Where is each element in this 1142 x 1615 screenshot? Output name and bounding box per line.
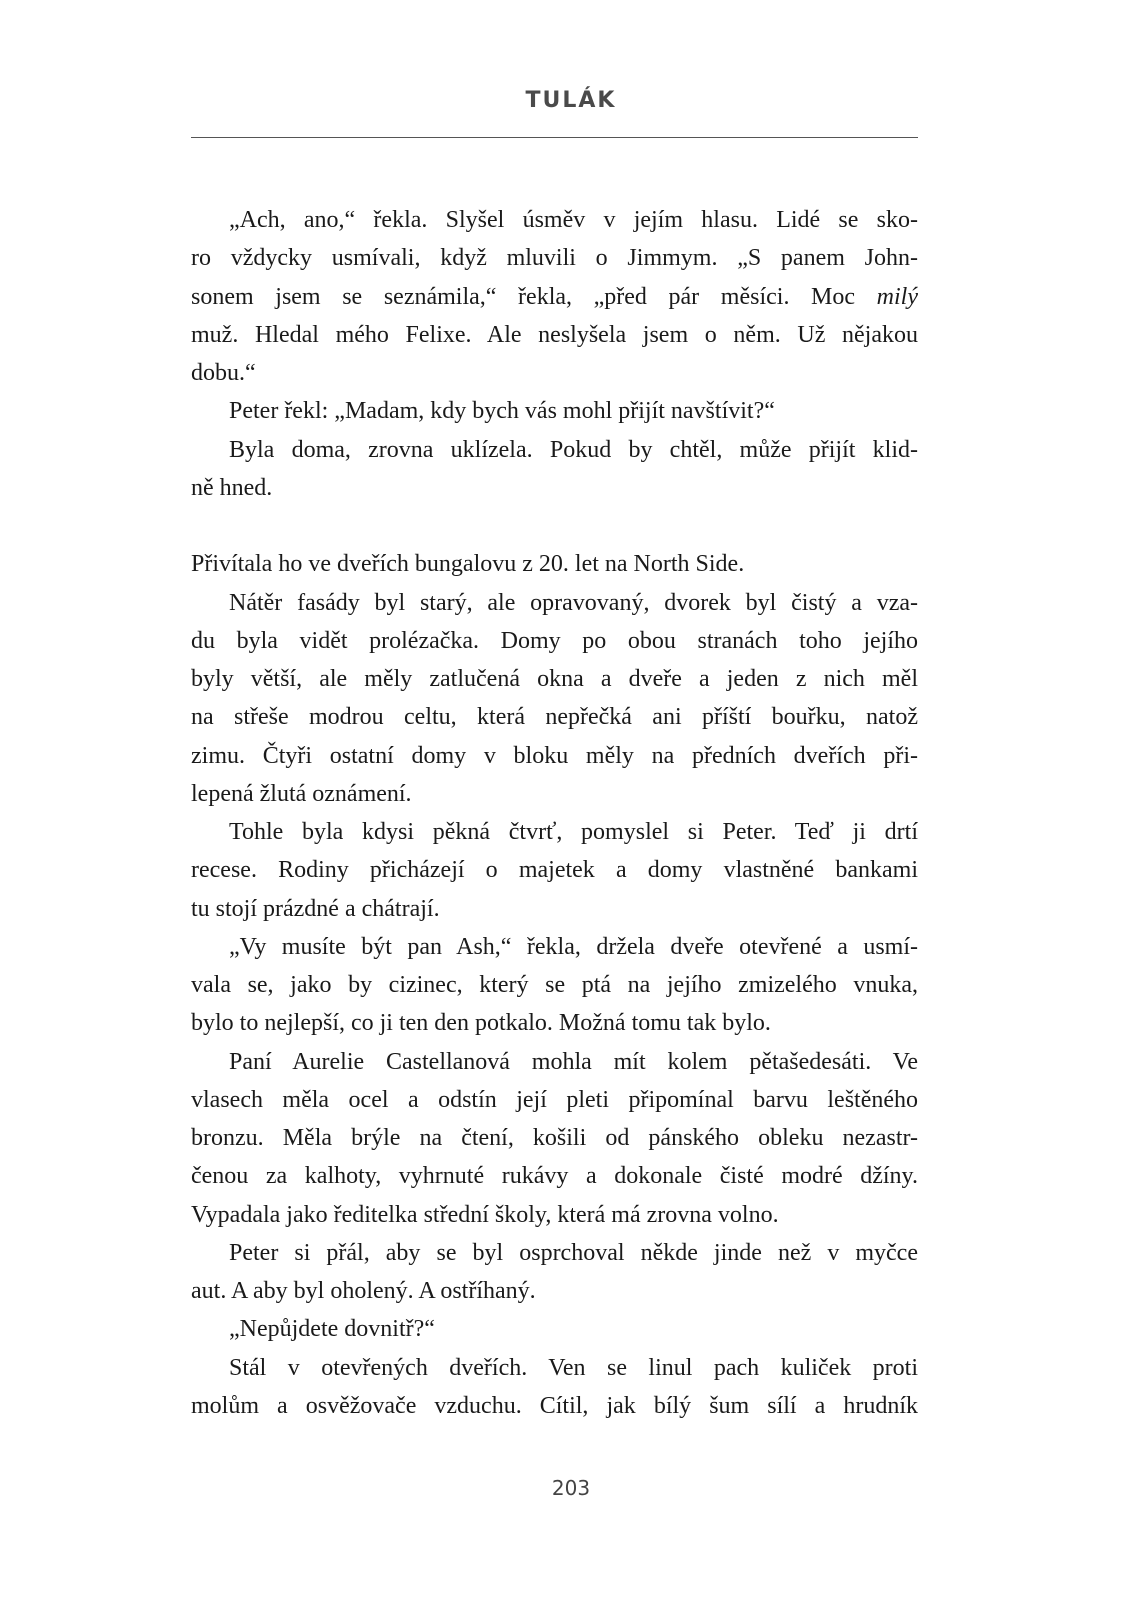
text-line-content: „Ach, ano,“ řekla. Slyšel úsměv v jejím hlasu. Lidé se sko-: [229, 207, 918, 233]
text-line-content: tu stojí prázdné a chátrají.: [191, 895, 440, 922]
text-line: [191, 201, 918, 239]
running-title: TULÁK: [525, 88, 617, 113]
text-line: [191, 622, 918, 660]
text-line-content: sonem jsem se seznámila,“ řekla, „před pár měsíci. Moc: [191, 283, 877, 310]
text-line-content: bylo to nejlepší, co ji ten den potkalo. Možná tomu tak bylo.: [191, 1010, 771, 1037]
text-line: [191, 890, 918, 928]
text-line: [191, 1387, 918, 1425]
text-line-content: Stál v otevřených dveřích. Ven se linul pach kuliček proti: [229, 1354, 918, 1381]
text-line-content: na střeše modrou celtu, která nepřečká ani příští bouřku, natož: [191, 704, 918, 731]
text-line-content: Přivítala ho ve dveřích bungalovu z 20. let na North Side.: [191, 551, 745, 578]
text-line-content: čenou za kalhoty, vyhrnuté rukávy a dokonale čisté modré džíny.: [191, 1163, 918, 1190]
text-line: [191, 431, 918, 469]
text-line-content: Vypadala jako ředitelka střední školy, která má zrovna volno.: [191, 1201, 779, 1228]
text-line-content: ně hned.: [191, 474, 273, 501]
text-line-content: ro vždycky usmívali, když mluvili o Jimmym. „S panem John-: [191, 245, 918, 272]
text-line: [191, 1081, 918, 1119]
text-line: [191, 737, 918, 775]
text-line: [191, 1310, 918, 1348]
text-line-content: molům a osvěžovače vzduchu. Cítil, jak bílý šum sílí a hrudník: [191, 1392, 918, 1419]
text-line-content: aut. A aby byl oholený. A ostříhaný.: [191, 1278, 536, 1304]
text-line-content: Peter řekl: „Madam, kdy bych vás mohl přijít navštívit?“: [229, 398, 775, 425]
emphasized-word: milý: [876, 283, 918, 310]
text-line-content: Tohle byla kdysi pěkná čtvrť, pomyslel si Peter. Teď ji drtí: [229, 819, 918, 845]
text-line: [191, 813, 918, 851]
text-line: [191, 1043, 918, 1081]
text-line: [191, 1196, 918, 1234]
text-line-content: „Nepůjdete dovnitř?“: [229, 1316, 435, 1343]
text-line: [191, 966, 918, 1004]
text-line: [191, 660, 918, 698]
text-line-content: vlasech měla ocel a odstín její pleti připomínal barvu leštěného: [191, 1086, 918, 1113]
text-line: [191, 1272, 918, 1310]
text-line-content: byly větší, ale měly zatlučená okna a dveře a jeden z nich měl: [191, 666, 918, 692]
text-line-content: lepená žlutá oznámení.: [191, 780, 412, 807]
text-line: [191, 278, 918, 316]
text-line: [191, 1157, 918, 1195]
text-line: [191, 392, 918, 430]
text-line: [191, 1119, 918, 1157]
page-number: 203: [551, 1476, 591, 1500]
text-line-content: zimu. Čtyři ostatní domy v bloku měly na předních dveřích při-: [191, 742, 918, 769]
text-line: [191, 928, 918, 966]
text-line-content: recese. Rodiny přicházejí o majetek a domy vlastněné bankami: [191, 857, 918, 884]
text-line: [191, 469, 918, 507]
text-line-content: vala se, jako by cizinec, který se ptá na jejího zmizelého vnuka,: [191, 972, 918, 998]
text-line: [191, 851, 918, 889]
header-rule: [191, 137, 918, 138]
text-line: [191, 775, 918, 813]
text-line-content: du byla vidět prolézačka. Domy po obou stranách toho jejího: [191, 627, 918, 654]
text-line-content: Paní Aurelie Castellanová mohla mít kolem pětašedesáti. Ve: [229, 1048, 918, 1075]
text-line-content: „Vy musíte být pan Ash,“ řekla, držela dveře otevřené a usmí-: [229, 933, 918, 960]
text-line-content: Nátěr fasády byl starý, ale opravovaný, dvorek byl čistý a vza-: [229, 589, 918, 616]
text-line-content: Byla doma, zrovna uklízela. Pokud by chtěl, může přijít klid-: [229, 436, 918, 463]
text-line-content: dobu.“: [191, 360, 256, 386]
text-line: [191, 698, 918, 736]
text-line-content: Peter si přál, aby se byl osprchoval někde jinde než v myčce: [229, 1239, 918, 1266]
text-line: [191, 1004, 918, 1042]
text-line: [191, 316, 918, 354]
text-line: [191, 545, 918, 583]
text-line-content: bronzu. Měla brýle na čtení, košili od pánského obleku nezastr-: [191, 1125, 918, 1151]
text-line-content: muž. Hledal mého Felixe. Ale neslyšela jsem o něm. Už nějakou: [191, 321, 918, 348]
text-line: [191, 1234, 918, 1272]
text-line: [191, 354, 918, 392]
text-line: [191, 1349, 918, 1387]
text-line: [191, 584, 918, 622]
text-line: [191, 239, 918, 277]
